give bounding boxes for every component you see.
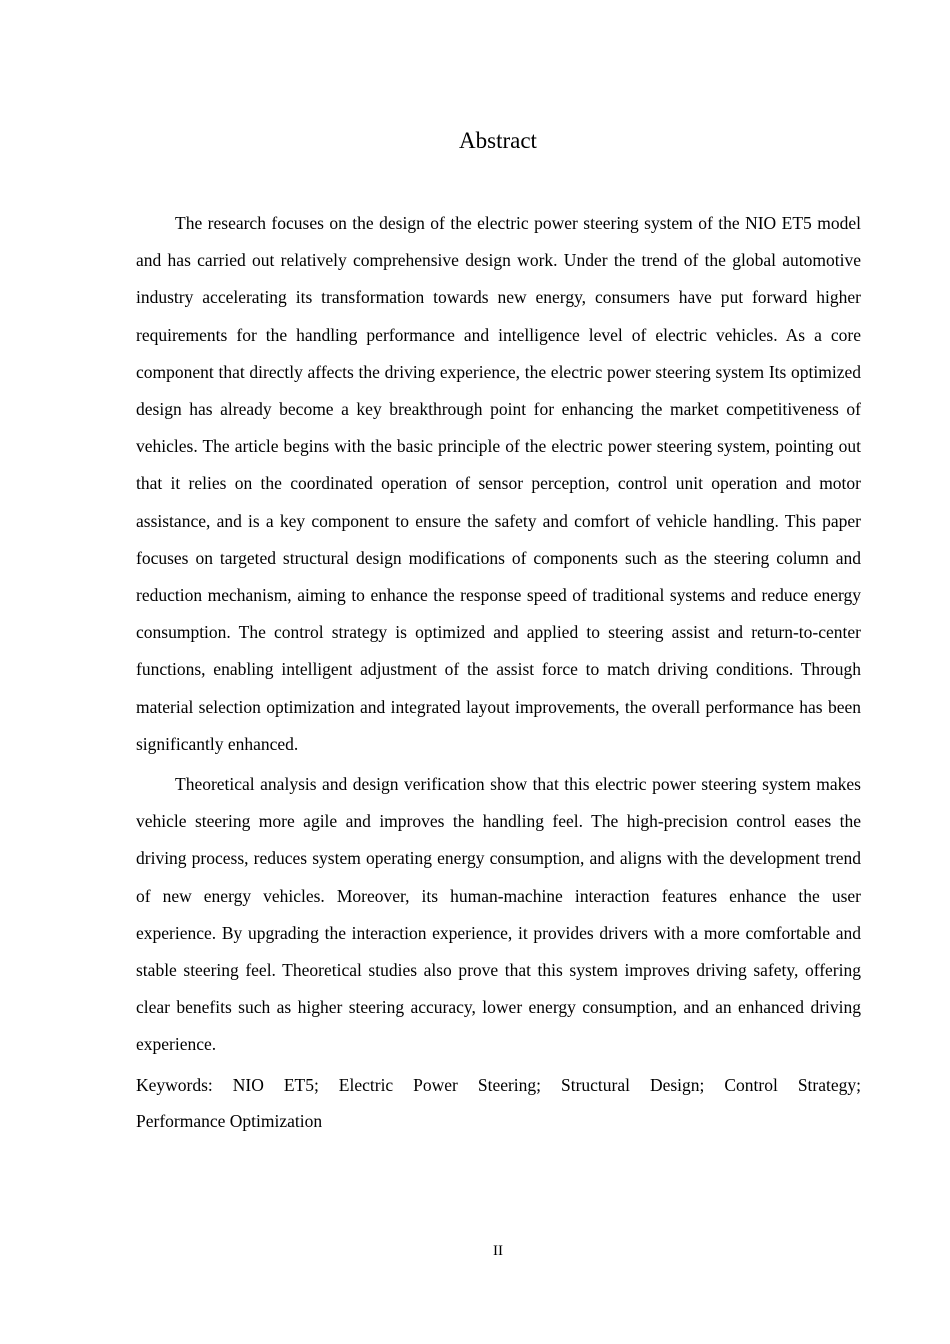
abstract-title: Abstract [459, 128, 537, 153]
abstract-body [136, 205, 861, 1139]
abstract-paragraph-1: The research focuses on the design of the electric power steering system of the NIO ET5 model and has carried out relatively comprehensive design work. Under the trend of the global automotive industry accelerating its transformation towards new energy, consumers have put forward higher requirements for the handling performance and intelligence level of electric vehicles. As a core component that directly affects the driving experience, the electric power steering system Its optimized design has already become a key breakthrough point for enhancing the market competitiveness of vehicles. The article begins with the basic principle of the electric power steering system, pointing out that it relies on the coordinated operation of sensor perception, control unit operation and motor assistance, and is a key component to ensure the safety and comfort of vehicle handling. This paper focuses on targeted structural design modifications of components such as the steering column and reduction mechanism, aiming to enhance the response speed of traditional systems and reduce energy consumption. The control strategy is optimized and applied to steering assist and return-to-center functions, enabling intelligent adjustment of the assist force to match driving conditions. Through material selection optimization and integrated layout improvements, the overall performance has been significantly enhanced. [136, 213, 861, 754]
keywords-line-2: Performance Optimization [136, 1110, 323, 1131]
abstract-paragraph-2: Theoretical analysis and design verification show that this electric power steering system makes vehicle steering more agile and improves the handling feel. The high-precision control eases the driving process, reduces system operating energy consumption, and aligns with the development trend of new energy vehicles. Moreover, its human-machine interaction features enhance the user experience. By upgrading the interaction experience, it provides drivers with a more comfortable and stable steering feel. Theoretical studies also prove that this system improves driving safety, offering clear benefits such as higher steering accuracy, lower energy consumption, and an enhanced driving experience. [136, 774, 861, 1055]
keywords-line-1: Keywords: NIO ET5; Electric Power Steering; Structural Design; Control Strategy; [136, 1074, 861, 1095]
keywords [136, 1067, 861, 1139]
page-number: II [493, 1243, 503, 1259]
